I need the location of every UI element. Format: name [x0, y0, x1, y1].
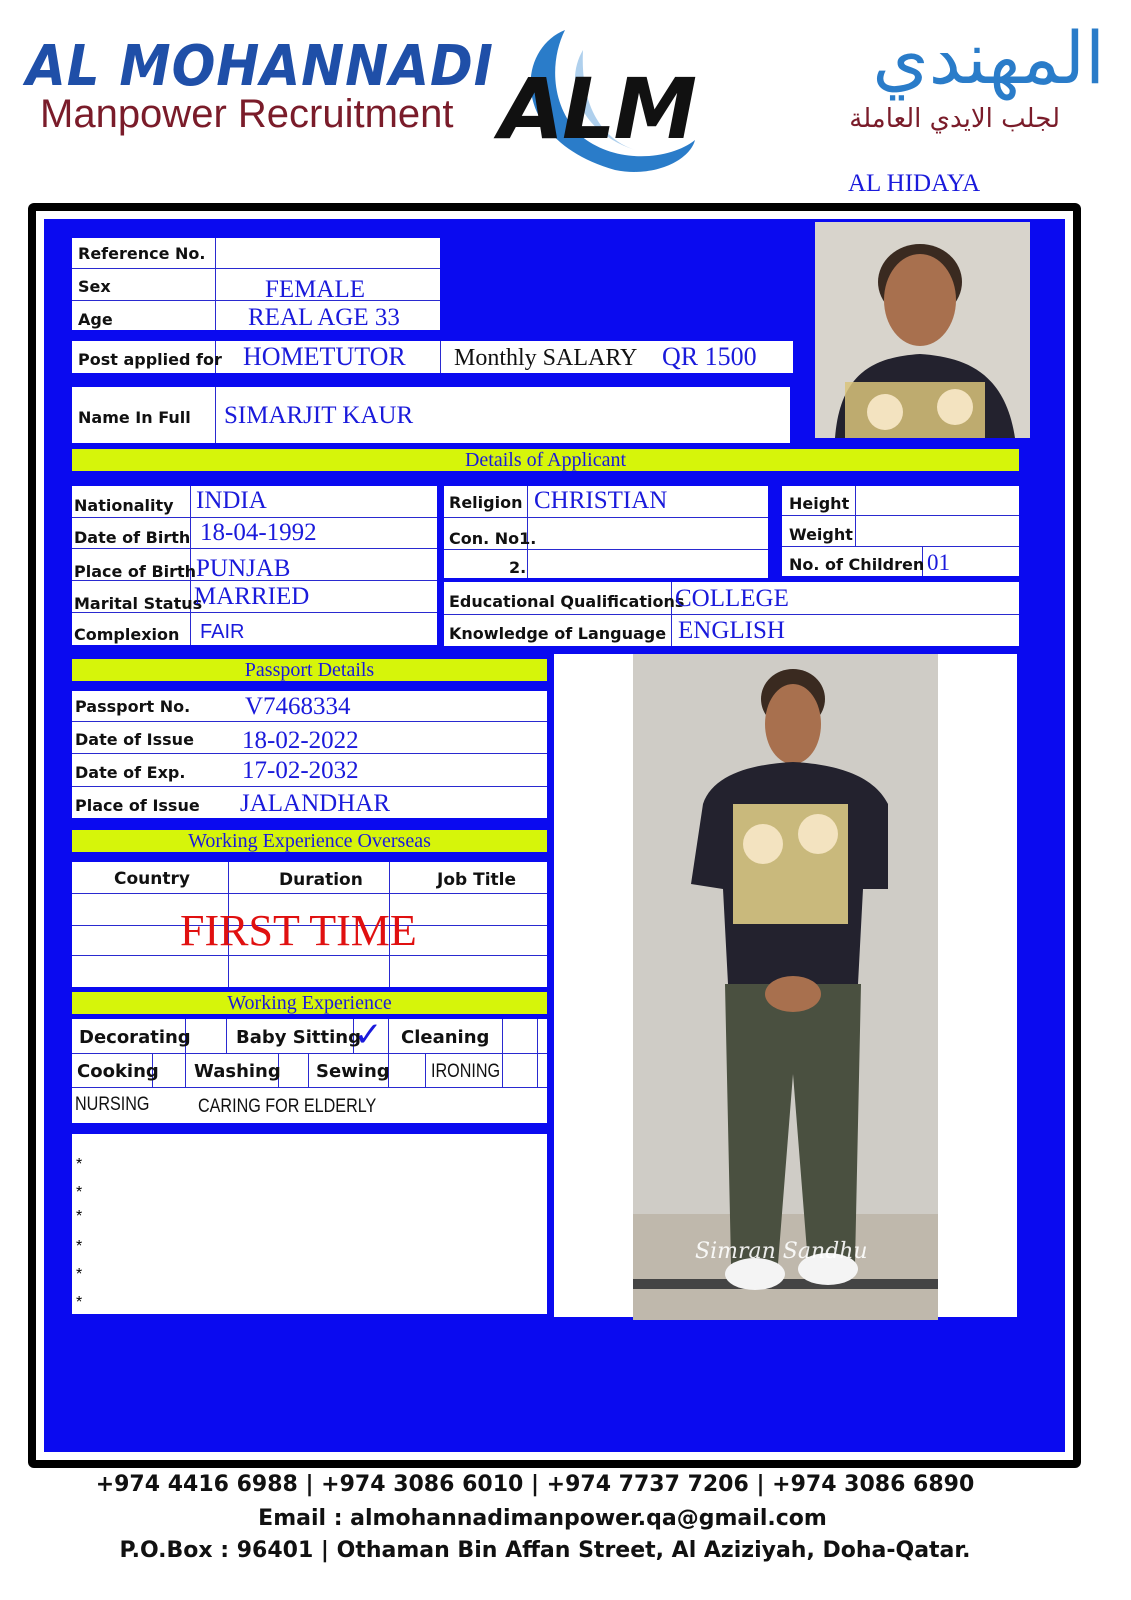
first-time-note: FIRST TIME — [180, 906, 417, 955]
post-label: Post applied for — [78, 350, 222, 369]
skill-cleaning: Cleaning — [401, 1027, 490, 1048]
name-label: Name In Full — [78, 408, 191, 427]
footer-address: P.O.Box : 96401 | Othaman Bin Affan Street, Al Aziziyah, Doha-Qatar. — [119, 1538, 971, 1563]
note-bullet: * — [76, 1156, 83, 1173]
skill-sewing: Sewing — [316, 1061, 390, 1082]
complexion-label: Complexion — [74, 625, 180, 644]
dob-value: 18-04-1992 — [200, 519, 317, 546]
agency-name: AL HIDAYA — [848, 170, 981, 197]
weight-label: Weight — [789, 525, 853, 544]
issue-date-label: Date of Issue — [75, 730, 194, 749]
footer — [0, 1470, 1131, 1600]
note-bullet: * — [76, 1266, 83, 1283]
marital-label: Marital Status — [74, 594, 203, 613]
note-bullet: * — [76, 1294, 83, 1311]
applicant-full-photo — [633, 654, 938, 1320]
age-value: REAL AGE 33 — [248, 304, 400, 331]
contact-2-label: 2. — [509, 558, 527, 577]
exp-date-value: 17-02-2032 — [242, 757, 359, 784]
ref-label: Reference No. — [78, 244, 206, 263]
note-bullet: * — [76, 1184, 83, 1201]
passport-no-label: Passport No. — [75, 697, 191, 716]
applicant-portrait-photo — [815, 222, 1030, 438]
skill-decorating: Decorating — [79, 1027, 191, 1048]
col-country: Country — [114, 869, 190, 889]
complexion-value: FAIR — [200, 621, 245, 643]
name-value: SIMARJIT KAUR — [224, 402, 414, 429]
post-value: HOMETUTOR — [243, 342, 406, 371]
skill-washing: Washing — [194, 1061, 281, 1082]
pob-value: PUNJAB — [196, 555, 291, 582]
logo-text: ALM — [499, 60, 696, 158]
skill-cooking: Cooking — [77, 1061, 159, 1082]
skill-nursing: NURSING — [75, 1094, 150, 1115]
footer-email: Email : almohannadimanpower.qa@gmail.com — [258, 1506, 827, 1531]
sex-value: FEMALE — [265, 276, 365, 303]
photo-signature: Simran Sandhu — [695, 1239, 868, 1264]
lang-value: ENGLISH — [678, 617, 785, 644]
col-job-title: Job Title — [437, 870, 516, 890]
company-subtitle-en: Manpower Recruitment — [40, 92, 454, 136]
skill-baby-sitting: Baby Sitting — [236, 1027, 361, 1048]
nationality-value: INDIA — [196, 487, 267, 514]
religion-value: CHRISTIAN — [534, 487, 668, 514]
baby-sitting-check-icon: ✓ — [354, 1015, 383, 1055]
details-title: Details of Applicant — [72, 449, 1019, 471]
edu-value: COLLEGE — [675, 585, 789, 612]
alm-logo — [495, 20, 725, 180]
dob-label: Date of Birth — [74, 528, 191, 547]
exp-date-label: Date of Exp. — [75, 763, 186, 782]
overseas-title: Working Experience Overseas — [72, 830, 547, 852]
salary-value: QR 1500 — [662, 342, 757, 371]
passport-title: Passport Details — [72, 659, 547, 681]
experience-title: Working Experience — [72, 992, 547, 1014]
religion-label: Religion — [449, 493, 523, 512]
salary-label: Monthly SALARY — [454, 345, 638, 371]
note-bullet: * — [76, 1208, 83, 1225]
issue-place-label: Place of Issue — [75, 796, 200, 815]
edu-label: Educational Qualifications — [449, 592, 685, 611]
col-duration: Duration — [279, 870, 363, 890]
issue-date-value: 18-02-2022 — [242, 727, 359, 754]
children-value: 01 — [927, 550, 950, 575]
header — [0, 0, 1131, 205]
contact-1-label: Con. No1. — [449, 529, 537, 548]
note-bullet: * — [76, 1238, 83, 1255]
passport-no-value: V7468334 — [245, 693, 351, 720]
lang-label: Knowledge of Language — [449, 624, 667, 643]
nationality-label: Nationality — [74, 496, 174, 515]
pob-label: Place of Birth — [74, 562, 197, 581]
company-subtitle-ar: لجلب الايدي العاملة — [849, 104, 1060, 134]
height-label: Height — [789, 494, 850, 513]
footer-phones: +974 4416 6988 | +974 3086 6010 | +974 7737 7206 | +974 3086 6890 — [95, 1472, 975, 1497]
age-label: Age — [78, 310, 113, 329]
children-label: No. of Children — [789, 555, 925, 574]
company-name-en: AL MOHANNADI — [26, 34, 494, 99]
issue-place-value: JALANDHAR — [240, 790, 390, 817]
marital-value: MARRIED — [194, 583, 310, 610]
skill-caring-elderly: CARING FOR ELDERLY — [198, 1096, 377, 1117]
skill-ironing: IRONING — [431, 1061, 501, 1082]
company-name-ar: المهندي — [872, 16, 1105, 100]
notes-box — [72, 1134, 547, 1314]
sex-label: Sex — [78, 277, 111, 296]
